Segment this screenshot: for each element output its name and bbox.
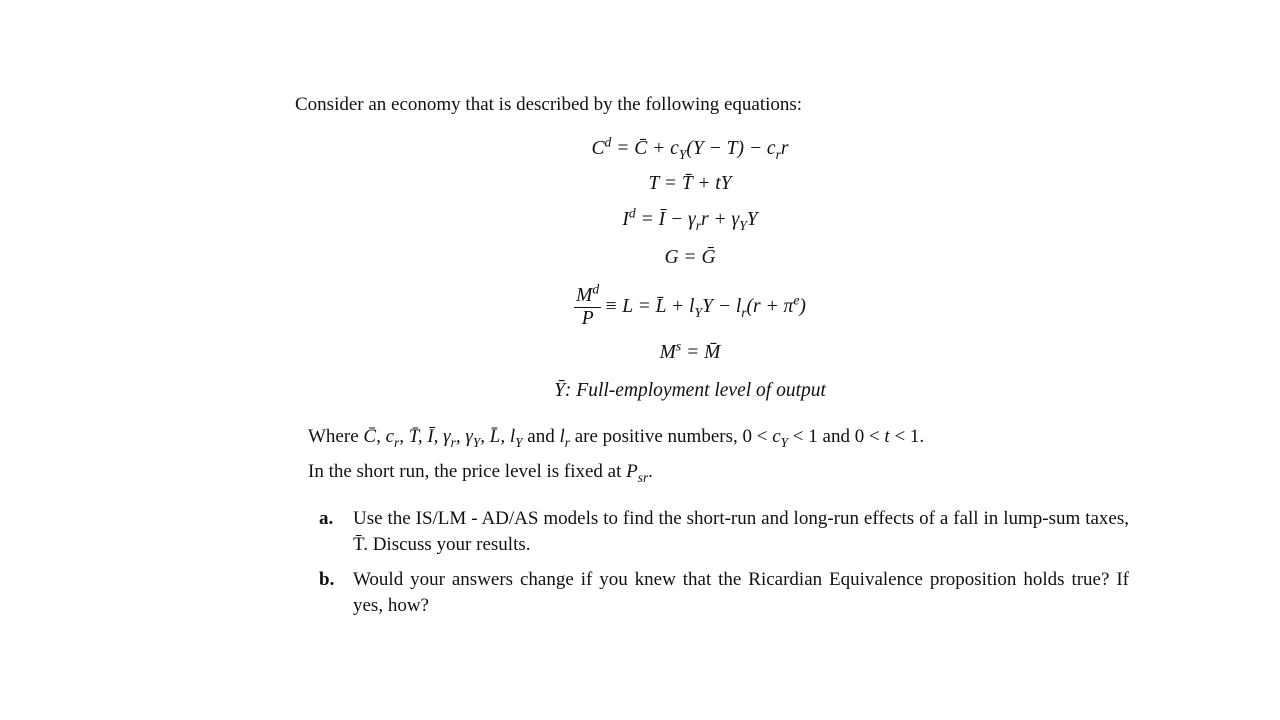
equation-consumption [440, 134, 940, 162]
math-segment: G = Ḡ [664, 247, 716, 268]
math-segment: , γ [455, 426, 473, 447]
math-segment: and [522, 426, 560, 447]
math-segment: Ȳ: Full-employment level of output [554, 380, 826, 401]
math-segment: d [604, 134, 612, 150]
math-segment: l [559, 426, 565, 447]
math-segment: r [775, 146, 781, 162]
math-segment: C [591, 138, 605, 159]
math-segment: (r + π [746, 295, 794, 317]
math-segment: Y [678, 146, 687, 162]
math-segment: ) [799, 295, 806, 317]
math-segment: In the short run, the price level is fixed at [308, 461, 627, 482]
math-segment: r + γ [701, 209, 740, 230]
math-segment: r [450, 434, 456, 450]
math-segment: , L̄, l [480, 426, 516, 447]
math-segment: T = T̄ + tY [648, 173, 732, 194]
math-segment: = M̄ [681, 342, 721, 363]
math-segment: Y [739, 217, 747, 233]
short-run-line [308, 461, 653, 483]
intro-text: Consider an economy that is described by the following equations: [295, 94, 803, 115]
math-segment: Where [308, 426, 364, 447]
equation-money-supply [440, 338, 940, 364]
math-segment: r [741, 304, 747, 320]
math-segment: Y [746, 209, 758, 230]
math-segment: < 1. [889, 426, 925, 447]
math-segment: sr [637, 469, 649, 485]
math-segment: = C̄ + c [611, 138, 679, 159]
math-segment: C̄, c [363, 426, 394, 447]
equation-money-demand [440, 281, 940, 330]
math-segment: t [884, 426, 890, 447]
math-segment: Y [472, 434, 481, 450]
equation-taxes [440, 173, 940, 195]
math-segment: = Ī − γ [635, 209, 696, 230]
question-a [319, 506, 1129, 558]
math-segment: r [695, 217, 701, 233]
question-a-text: Use the IS/LM - AD/AS models to find the short-run and long-run effects of a fall in lump-sum taxes, T̄. Discuss your results. [353, 508, 1129, 555]
math-segment: e [793, 292, 800, 308]
equation-government [440, 247, 940, 269]
math-segment: . [648, 461, 653, 482]
math-segment: Y [780, 434, 789, 450]
math-segment: P [626, 461, 638, 482]
math-segment: Y [694, 304, 703, 320]
question-a-label: a. [319, 508, 334, 529]
math-segment: ≡ L = L̄ + l [604, 295, 695, 317]
math-segment: < 1 and 0 < [788, 426, 885, 447]
question-b [319, 567, 1129, 619]
math-segment: Y [515, 434, 523, 450]
fraction-denominator: P [581, 308, 594, 329]
math-segment: r [394, 434, 400, 450]
question-b-text: Would your answers change if you knew that the Ricardian Equivalence proposition holds true? If yes, how? [353, 569, 1129, 616]
math-segment: M [659, 342, 676, 363]
fraction-numerator: M [576, 285, 593, 306]
money-demand-rhs [604, 292, 806, 320]
math-segment: d [628, 205, 636, 221]
math-segment: are positive numbers, 0 < [569, 426, 773, 447]
equation-investment [440, 205, 940, 233]
math-segment: c [772, 426, 781, 447]
math-segment: s [675, 338, 682, 354]
math-segment: (Y − T) − c [686, 138, 776, 159]
fraction-numerator-sup: d [592, 281, 600, 297]
math-segment: r [780, 138, 789, 159]
math-segment: I [622, 209, 629, 230]
where-line [308, 426, 924, 448]
question-b-label: b. [319, 569, 335, 590]
full-employment-output [440, 380, 940, 402]
math-segment: Y − l [702, 295, 742, 317]
money-demand-fraction [574, 281, 601, 330]
math-segment: , T̄, Ī, γ [399, 426, 451, 447]
math-segment: r [564, 434, 570, 450]
